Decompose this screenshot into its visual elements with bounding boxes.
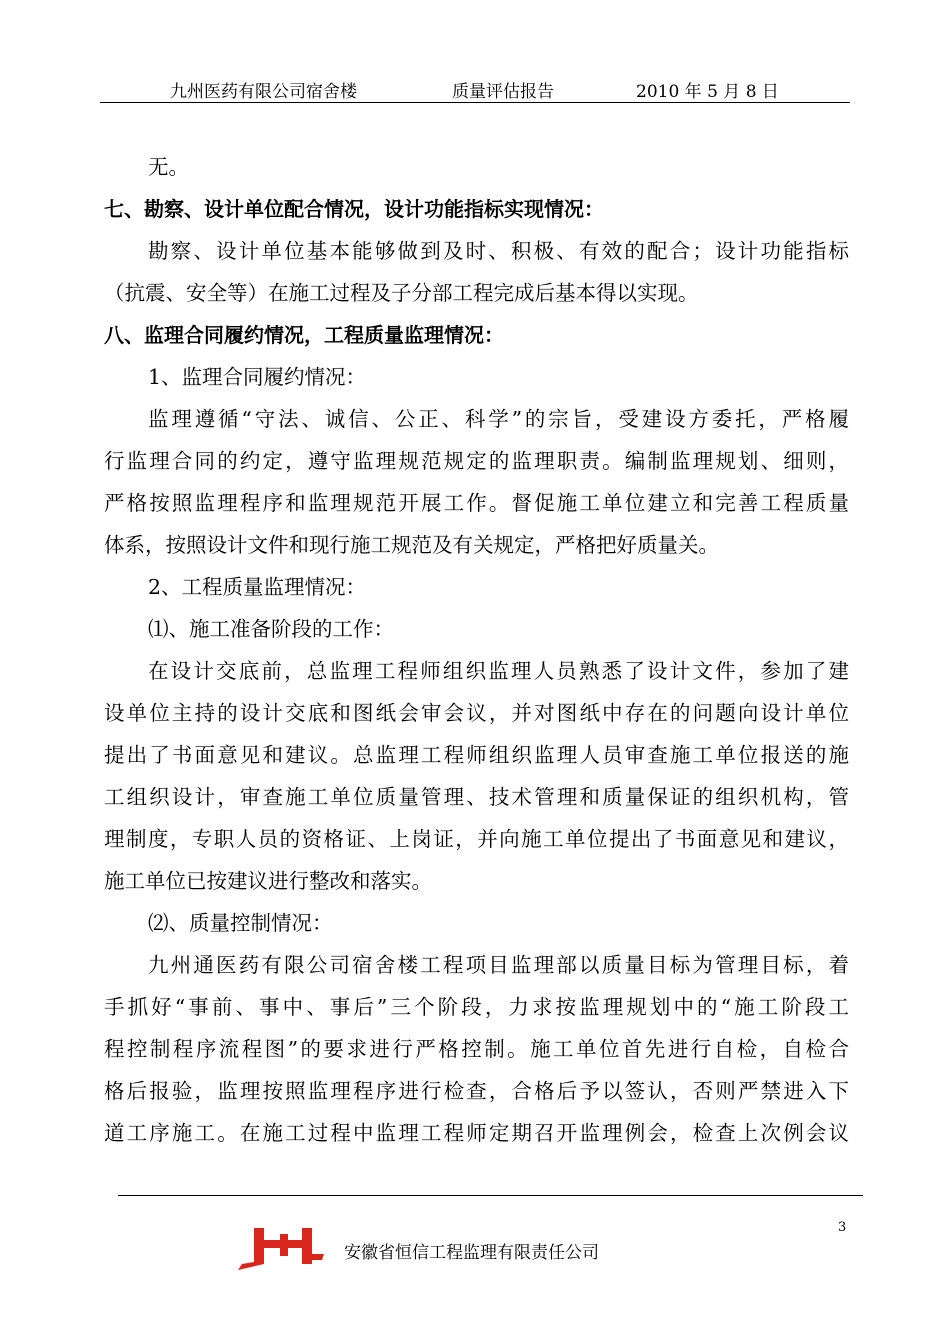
paragraph-line: 九州通医药有限公司宿舍楼工程项目监理部以质量目标为管理目标，着 (148, 953, 849, 977)
paragraph-line: 道工序施工。在施工过程中监理工程师定期召开监理例会，检查上次例会议 (104, 1121, 849, 1145)
header-date: 2010 年 5 月 8 日 (636, 82, 779, 102)
page-number: 3 (838, 1220, 847, 1235)
paragraph-line: 程控制程序流程图”的要求进行严格控制。施工单位首先进行自检，自检合 (104, 1037, 849, 1061)
paragraph-line: 格后报验，监理按照监理程序进行检查，合格后予以签认，否则严禁进入下 (104, 1079, 849, 1103)
paragraph-line: 行监理合同的约定，遵守监理规范规定的监理职责。编制监理规划、细则， (104, 449, 849, 473)
document-body (104, 146, 849, 1154)
subsection-heading-1: 1、监理合同履约情况： (148, 365, 367, 389)
paragraph-line: 设单位主持的设计交底和图纸会审会议，并对图纸中存在的问题向设计单位 (104, 701, 849, 725)
paragraph-line: 无。 (148, 155, 189, 179)
section-heading-7: 七、勘察、设计单位配合情况，设计功能指标实现情况： (104, 197, 604, 221)
item-heading-2: ⑵、质量控制情况： (148, 911, 333, 935)
company-name: 安徽省恒信工程监理有限责任公司 (344, 1243, 599, 1263)
header-project-name: 九州医药有限公司宿舍楼 (170, 82, 357, 102)
footer-divider (118, 1195, 863, 1196)
subsection-heading-2: 2、工程质量监理情况： (148, 575, 367, 599)
paragraph-line: 体系，按照设计文件和现行施工规范及有关规定，严格把好质量关。 (104, 533, 719, 557)
paragraph-line: 提出了书面意见和建议。总监理工程师组织监理人员审查施工单位报送的施 (104, 743, 849, 767)
item-heading-1: ⑴、施工准备阶段的工作： (148, 617, 394, 641)
paragraph-line: 勘察、设计单位基本能够做到及时、积极、有效的配合；设计功能指标 (148, 239, 849, 263)
paragraph-line: 理制度，专职人员的资格证、上岗证，并向施工单位提出了书面意见和建议， (104, 827, 849, 851)
section-heading-8: 八、监理合同履约情况，工程质量监理情况： (104, 323, 504, 347)
company-logo-icon (236, 1226, 326, 1272)
paragraph-line: 施工单位已按建议进行整改和落实。 (104, 869, 432, 893)
paragraph-line: （抗震、安全等）在施工过程及子分部工程完成后基本得以实现。 (104, 281, 699, 305)
header-report-title: 质量评估报告 (452, 82, 554, 102)
paragraph-line: 监理遵循“守法、诚信、公正、科学”的宗旨，受建设方委托，严格履 (148, 407, 849, 431)
paragraph-line: 严格按照监理程序和监理规范开展工作。督促施工单位建立和完善工程质量 (104, 491, 849, 515)
paragraph-line: 工组织设计，审查施工单位质量管理、技术管理和质量保证的组织机构，管 (104, 785, 849, 809)
paragraph-line: 手抓好“事前、事中、事后”三个阶段，力求按监理规划中的“施工阶段工 (104, 995, 849, 1019)
paragraph-line: 在设计交底前，总监理工程师组织监理人员熟悉了设计文件，参加了建 (148, 659, 849, 683)
page-header (100, 74, 850, 103)
